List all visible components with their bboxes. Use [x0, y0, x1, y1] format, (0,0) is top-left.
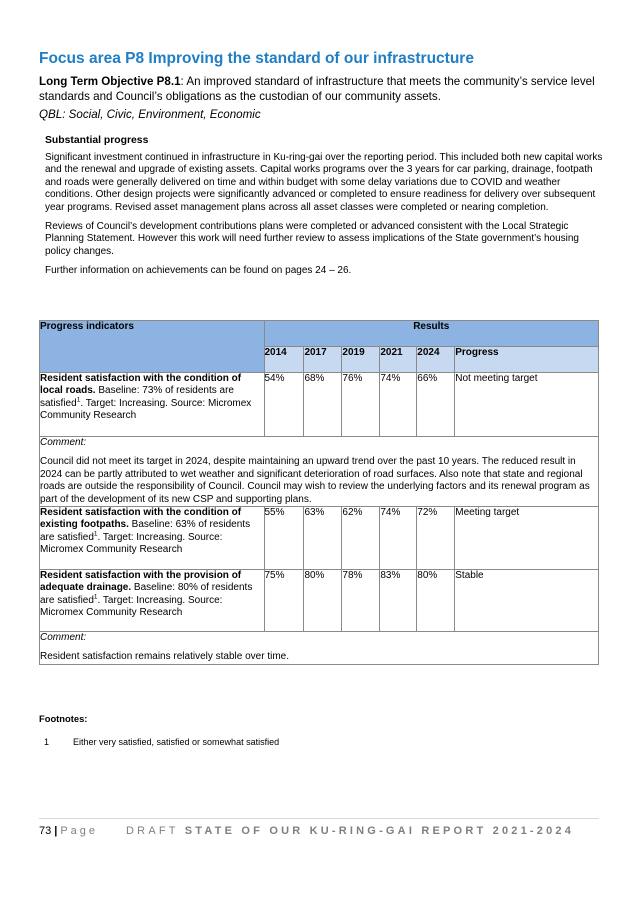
- year-header: 2014: [264, 347, 304, 373]
- footnote-text: Either very satisfied, satisfied or somewhat satisfied: [73, 737, 280, 747]
- footnotes-section: [39, 713, 599, 747]
- indicator-title: Resident satisfaction with the condition of existing footpaths.: [40, 507, 242, 531]
- header-results: Results: [264, 321, 599, 347]
- page-heading: Focus area P8 Improving the standard of our infrastructure: [39, 50, 474, 67]
- progress-paragraph: Significant investment continued in infrastructure in Ku-ring-gai over the reporting period. This included both new capital works and the renewal and upgrade of existing assets. Capital works programs over the 3 years for car parking, drainage, footpath and roads were generally delivered on time and within budget with some delay variations due to COVID and weather conditions. Other design projects were significantly advanced or completed to ensure readiness for delivery over subsequent year programs. Revised asset management plans across all asset classes were completed or nearing completion.: [45, 152, 603, 213]
- footnote-number: 1: [44, 737, 50, 747]
- result-value: 83%: [380, 570, 417, 632]
- footnote-ref: 1: [76, 396, 81, 404]
- result-value: 63%: [304, 507, 342, 570]
- indicator-cell: [40, 570, 265, 632]
- footnote-ref: 1: [93, 593, 98, 601]
- result-value: 74%: [380, 373, 417, 437]
- progress-status: Meeting target: [455, 507, 599, 570]
- result-value: 72%: [417, 507, 455, 570]
- comment-text: Resident satisfaction remains relatively stable over time.: [40, 651, 289, 663]
- comment-label: Comment:: [40, 437, 87, 448]
- footnote-item: [39, 737, 599, 747]
- result-value: 80%: [417, 570, 455, 632]
- table-row: [40, 570, 599, 632]
- progress-status: Stable: [455, 570, 599, 632]
- indicator-desc: Baseline: 63% of residents are satisfied: [40, 519, 251, 543]
- footnotes-title: Footnotes:: [39, 713, 88, 724]
- comment-text: Council did not meet its target in 2024, despite maintaining an upward trend over the past 10 years. The reduced result in 2024 can be partly attributed to wet weather and significant deterioration of road surfaces. Also note that state and regional roads are outside the responsibility of Council. Council may wish to review the underlying factors and its renewal program as part of the development of its new CSP and supporting plans.: [40, 456, 590, 505]
- page-word: Page: [60, 825, 99, 837]
- comment-cell: [40, 632, 599, 665]
- progress-paragraph: Further information on achievements can be found on pages 24 – 26.: [45, 265, 352, 277]
- result-value: 76%: [342, 373, 380, 437]
- year-header: 2019: [342, 347, 380, 373]
- footnote-ref: 1: [93, 530, 98, 538]
- indicator-desc: Baseline: 73% of residents are satisfied: [40, 385, 234, 409]
- table-row: [40, 373, 599, 437]
- result-value: 75%: [264, 570, 304, 632]
- result-value: 78%: [342, 570, 380, 632]
- result-value: 68%: [304, 373, 342, 437]
- year-header: 2024: [417, 347, 455, 373]
- draft-label: DRAFT: [126, 825, 179, 837]
- result-value: 62%: [342, 507, 380, 570]
- result-value: 74%: [380, 507, 417, 570]
- indicator-title: Resident satisfaction with the condition of local roads.: [40, 373, 242, 397]
- progress-indicators-table: [39, 320, 599, 665]
- comment-row: [40, 632, 599, 665]
- comment-label: Comment:: [40, 632, 87, 644]
- indicator-tail: . Target: Increasing. Source: Micromex Community Research: [40, 397, 252, 422]
- result-value: 80%: [304, 570, 342, 632]
- comment-row: [40, 437, 599, 507]
- progress-status-title: Substantial progress: [45, 135, 149, 146]
- result-value: 54%: [264, 373, 304, 437]
- objective-text: : An improved standard of infrastructure that meets the community’s service level standards and Council’s obligations as the custodian of our community assets.: [39, 75, 595, 103]
- page-separator: |: [54, 825, 58, 837]
- indicator-tail: . Target: Increasing. Source: Micromex Community Research: [40, 531, 223, 556]
- table-header-row: [40, 321, 599, 347]
- result-value: 66%: [417, 373, 455, 437]
- year-header: 2021: [380, 347, 417, 373]
- long-term-objective: [39, 75, 604, 104]
- header-progress-indicators: Progress indicators: [40, 321, 265, 373]
- progress-paragraph: Reviews of Council’s development contributions plans were completed or advanced consistent with the Local Strategic Planning Statement. However this work will need further review to assess implications of the State government’s housing policy changes.: [45, 221, 579, 257]
- progress-summary: [45, 135, 605, 285]
- comment-cell: [40, 437, 599, 507]
- progress-status: Not meeting target: [455, 373, 599, 437]
- report-title: STATE OF OUR KU-RING-GAI REPORT 2021-2024: [184, 825, 575, 837]
- progress-header: Progress: [455, 347, 599, 373]
- table-row: [40, 507, 599, 570]
- qbl-line: QBL: Social, Civic, Environment, Economic: [39, 108, 261, 121]
- objective-label: Long Term Objective P8.1: [39, 75, 181, 88]
- indicator-desc: Baseline: 80% of residents are satisfied: [40, 582, 253, 606]
- indicator-cell: [40, 373, 265, 437]
- result-value: 55%: [264, 507, 304, 570]
- page-number: 73: [39, 825, 52, 837]
- indicator-title: Resident satisfaction with the provision of adequate drainage.: [40, 570, 242, 594]
- indicator-cell: [40, 507, 265, 570]
- page-footer: [39, 818, 599, 837]
- year-header: 2017: [304, 347, 342, 373]
- indicator-tail: . Target: Increasing. Source: Micromex Community Research: [40, 594, 223, 619]
